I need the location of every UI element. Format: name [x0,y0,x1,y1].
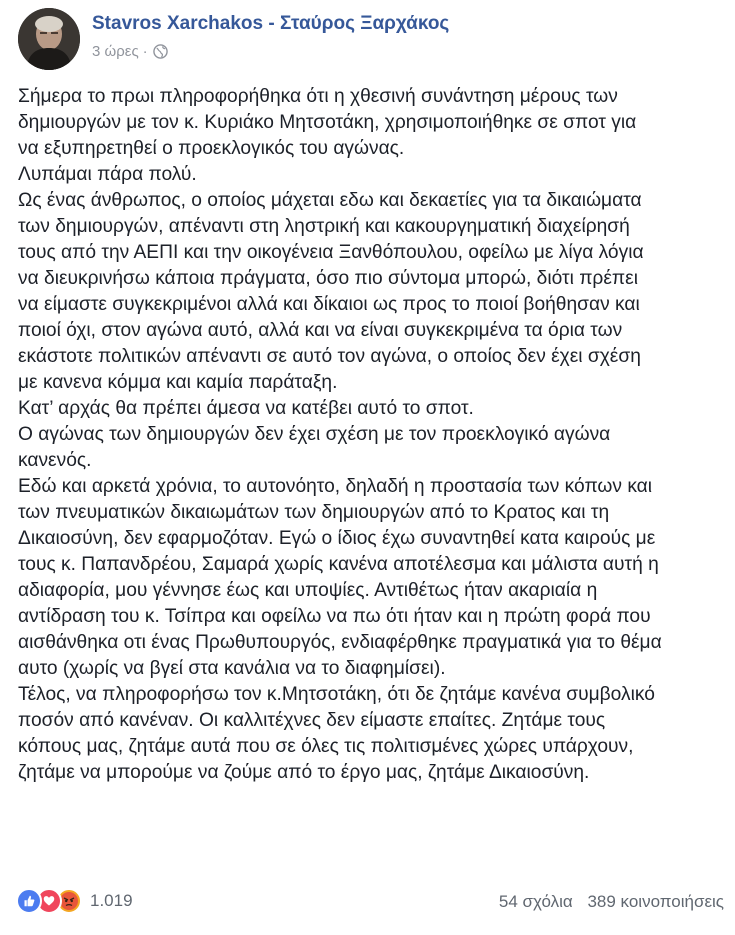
author-avatar[interactable] [18,8,80,70]
shares-count-link[interactable]: 389 κοινοποιήσεις [587,892,724,911]
post-text-line: κόπους μας, ζητάμε αυτά που σε όλες τις πολιτισμένες χώρες υπάρχουν, [18,736,634,757]
post-text-line: Σήμερα το πρωι πληροφορήθηκα ότι η χθεσινή συνάντηση μέρους των [18,86,618,107]
post-body [18,84,722,786]
post-text-line: Ως ένας άνθρωπος, ο οποίος μάχεται εδω και δεκαετίες για τα δικαιώματα [18,190,642,211]
post-stats [499,892,724,912]
meta-separator: · [142,43,148,60]
post-text-line: Δικαιοσύνη, δεν εφαρμοζόταν. Εγώ ο ίδιος έχω συναντηθεί κατα καιρούς με [18,528,656,549]
post-text-line: τους κ. Παπανδρέου, Σαμαρά χωρίς κανένα αποτέλεσμα και μάλιστα αυτή η [18,554,659,575]
post-text-line: των πνευματικών δικαιωμάτων των δημιουργών από το Κρατος και τη [18,502,610,523]
reaction-count[interactable]: 1.019 [90,891,133,910]
post-text-line: ποιοί όχι, στον αγώνα αυτό, αλλά και να είναι συγκεκριμένα τα όρια των [18,320,623,341]
post-header [14,8,714,70]
post-text-line: αυτο (χωρίς να βγεί στα κανάλια να το διαφημίσει). [18,658,446,679]
author-name-link[interactable]: Stavros Xarchakos - Σταύρος Ξαρχάκος [92,13,450,34]
post-text-line: ποσόν από κανέναν. Οι καλλιτέχνες δεν είμαστε επαίτες. Ζητάμε τους [18,710,606,731]
post-text-line: Λυπάμαι πάρα πολύ. [18,164,197,185]
post-text-line: ζητάμε να μπορούμε να ζούμε από το έργο μας, ζητάμε Δικαιοσύνη. [18,762,590,783]
post-text-line: Εδώ και αρκετά χρόνια, το αυτονόητο, δηλαδή η προστασία των κόπων και [18,476,653,497]
globe-icon[interactable] [153,44,168,59]
post-text-line: δημιουργών με τον κ. Κυριάκο Μητσοτάκη, χρησιμοποιήθηκε σε σποτ για [18,112,637,133]
post-text-line: με κανενα κόμμα και καμία παράταξη. [18,372,338,393]
post-text-line: να είμαστε συγκεκριμένοι αλλά και δίκαιοι ως προς το ποιοί βοήθησαν και [18,294,640,315]
post-text-line: Ο αγώνας των δημιουργών δεν έχει σχέση με τον προεκλογικό αγώνα [18,424,611,445]
post-text-line: αισθάνθηκα οτι ένας Πρωθυπουργός, ενδιαφέρθηκε πραγματικά για το θέμα [18,632,662,653]
post-text-line: να διευκρινήσω κάποια πράγματα, όσο πιο σύντομα μπορώ, διότι πρέπει [18,268,638,289]
post-text-line: να εξυπηρετηθεί ο προεκλογικός του αγώνας. [18,138,405,159]
post-text-line: εκάστοτε πολιτικών απέναντι σε αυτό τον αγώνα, ο οποίος δεν έχει σχέση [18,346,641,367]
post-text-line: αδιαφορία, μου γέννησε έως και υποψίες. Αντιθέτως ήταν ακαριαία η [18,580,598,601]
post-text-line: Κατ’ αρχάς θα πρέπει άμεσα να κατέβει αυτό το σποτ. [18,398,474,419]
post-text-line: αντίδραση του κ. Τσίπρα και οφείλω να πω ότι ήταν και η πρώτη φορά που [18,606,651,627]
comments-count-link[interactable]: 54 σχόλια [498,892,573,911]
post-footer [14,884,724,918]
post-text-line: κανενός. [18,450,92,471]
post-text-line: των δημιουργών, απέναντι στη ληστρική και κακουργηματική διαχείρησή [18,216,630,237]
like-icon [16,888,42,914]
post-text-line: τους από την ΑΕΠΙ και την οικογένεια Ξανθόπουλου, οφείλω με λίγα λόγια [18,242,644,263]
reactions-summary[interactable] [16,888,133,914]
post-timestamp[interactable]: 3 ώρες [92,43,139,60]
post-text-line: Τέλος, να πληροφορήσω τον κ.Μητσοτάκη, ότι δε ζητάμε κανένα συμβολικό [18,684,655,705]
post-meta [92,43,168,60]
